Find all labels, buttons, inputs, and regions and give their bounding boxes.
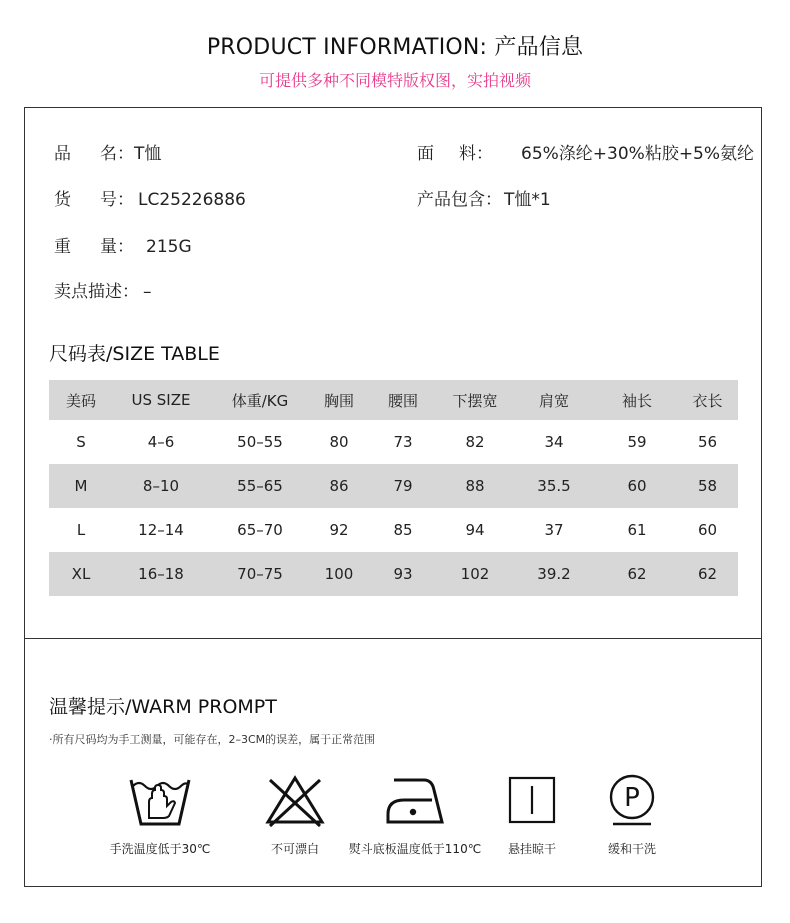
page-subtitle: 可提供多种不同模特版权图，实拍视频 (258, 71, 531, 90)
care-item-dry-clean (592, 772, 672, 857)
sku-label-b: 号： (100, 190, 134, 210)
table-cell: 58 (697, 477, 718, 495)
table-cell: 102 (460, 565, 490, 583)
care-label-dry-clean: 缓和干洗 (607, 842, 656, 856)
table-header-cell: 腰围 (387, 391, 418, 410)
table-header-cell: US SIZE (131, 391, 191, 409)
table-cell: L (76, 521, 86, 539)
table-cell: 12–14 (138, 521, 184, 539)
table-cell: 70–75 (237, 565, 283, 583)
table-cell: 62 (627, 565, 647, 583)
table-header-cell: 衣长 (692, 391, 723, 410)
table-cell: 93 (393, 565, 413, 583)
table-cell: 16–18 (138, 565, 184, 583)
table-cell: 37 (544, 521, 564, 539)
table-cell: 61 (627, 521, 647, 539)
table-cell: 82 (465, 433, 485, 451)
table-cell: 34 (544, 433, 564, 451)
fabric-value: 65%涤纶+30%粘胶+5%氨纶 (521, 144, 755, 164)
table-cell: 59 (627, 433, 647, 451)
table-cell: 55–65 (237, 477, 283, 495)
info-package (417, 185, 551, 210)
table-cell: 88 (465, 477, 485, 495)
weight-value: 215G (146, 237, 192, 257)
sku-value: LC25226886 (138, 190, 246, 210)
table-header (49, 380, 738, 420)
info-fabric (417, 139, 754, 164)
table-cell: 85 (393, 521, 413, 539)
table-cell: 86 (329, 477, 349, 495)
info-weight (54, 232, 192, 257)
table-cell: 100 (324, 565, 354, 583)
warm-prompt-title: 温馨提示/WARM PROMPT (49, 696, 277, 718)
table-row (49, 464, 738, 508)
table-header-cell: 胸围 (323, 391, 354, 410)
selling-value: – (143, 282, 152, 302)
no-bleach-icon (260, 772, 330, 828)
care-item-hand-wash (100, 772, 220, 857)
fabric-label-b: 料： (459, 144, 493, 164)
table-cell: 80 (329, 433, 349, 451)
table-header-cell: 美码 (65, 391, 96, 410)
table-cell: 50–55 (237, 433, 283, 451)
package-label: 产品包含： (417, 190, 502, 210)
table-header-cell: 体重/KG (231, 391, 289, 410)
info-name (54, 139, 161, 164)
table-header-cell: 下摆宽 (452, 391, 498, 410)
care-label-line-dry: 悬挂晾干 (507, 842, 556, 856)
table-header-cell: 袖长 (621, 391, 652, 410)
table-cell: 60 (697, 521, 718, 539)
care-item-iron (345, 772, 485, 857)
weight-label-a: 重 (54, 237, 71, 257)
table-cell: 79 (393, 477, 413, 495)
name-label-a: 品 (54, 144, 71, 164)
table-cell: 60 (627, 477, 647, 495)
name-value: T恤 (134, 144, 162, 164)
size-table (49, 380, 738, 596)
line-dry-icon (497, 772, 567, 828)
table-header-cell: 肩宽 (538, 391, 569, 410)
name-label-b: 名： (100, 144, 134, 164)
size-table-title: 尺码表/SIZE TABLE (49, 343, 220, 365)
table-cell: S (76, 433, 86, 451)
table-cell: 62 (697, 565, 718, 583)
fabric-label-a: 面 (417, 144, 434, 164)
table-cell: 35.5 (537, 477, 571, 495)
table-cell: 39.2 (537, 565, 571, 583)
dry-clean-glyph: P (624, 783, 640, 813)
weight-label-b: 量： (100, 237, 134, 257)
info-selling-points (54, 277, 152, 302)
page-title: PRODUCT INFORMATION: 产品信息 (206, 35, 584, 60)
table-row (49, 420, 738, 464)
table-cell: 65–70 (237, 521, 283, 539)
table-cell: M (74, 477, 88, 495)
dry-clean-p-icon (597, 772, 667, 828)
selling-label: 卖点描述： (54, 282, 139, 302)
info-sku (54, 185, 246, 210)
sku-label-a: 货 (54, 190, 71, 210)
table-row (49, 508, 738, 552)
care-label-hand-wash: 手洗温度低于30℃ (109, 842, 211, 856)
care-label-iron: 熨斗底板温度低于110℃ (348, 842, 482, 856)
table-cell: 8–10 (142, 477, 180, 495)
table-cell: XL (71, 565, 91, 583)
table-cell: 56 (697, 433, 718, 451)
iron-icon (380, 772, 450, 828)
package-value: T恤*1 (504, 190, 551, 210)
care-item-no-bleach (240, 772, 350, 857)
table-cell: 92 (329, 521, 349, 539)
care-label-no-bleach: 不可漂白 (270, 842, 319, 856)
table-cell: 94 (465, 521, 485, 539)
table-row (49, 552, 738, 596)
table-cell: 4–6 (147, 433, 175, 451)
table-cell: 73 (393, 433, 413, 451)
section-divider (24, 638, 762, 639)
hand-wash-icon (125, 772, 195, 828)
care-item-line-dry (492, 772, 572, 857)
measurement-note: ·所有尺码均为手工测量，可能存在，2–3CM的误差，属于正常范围 (49, 733, 376, 746)
